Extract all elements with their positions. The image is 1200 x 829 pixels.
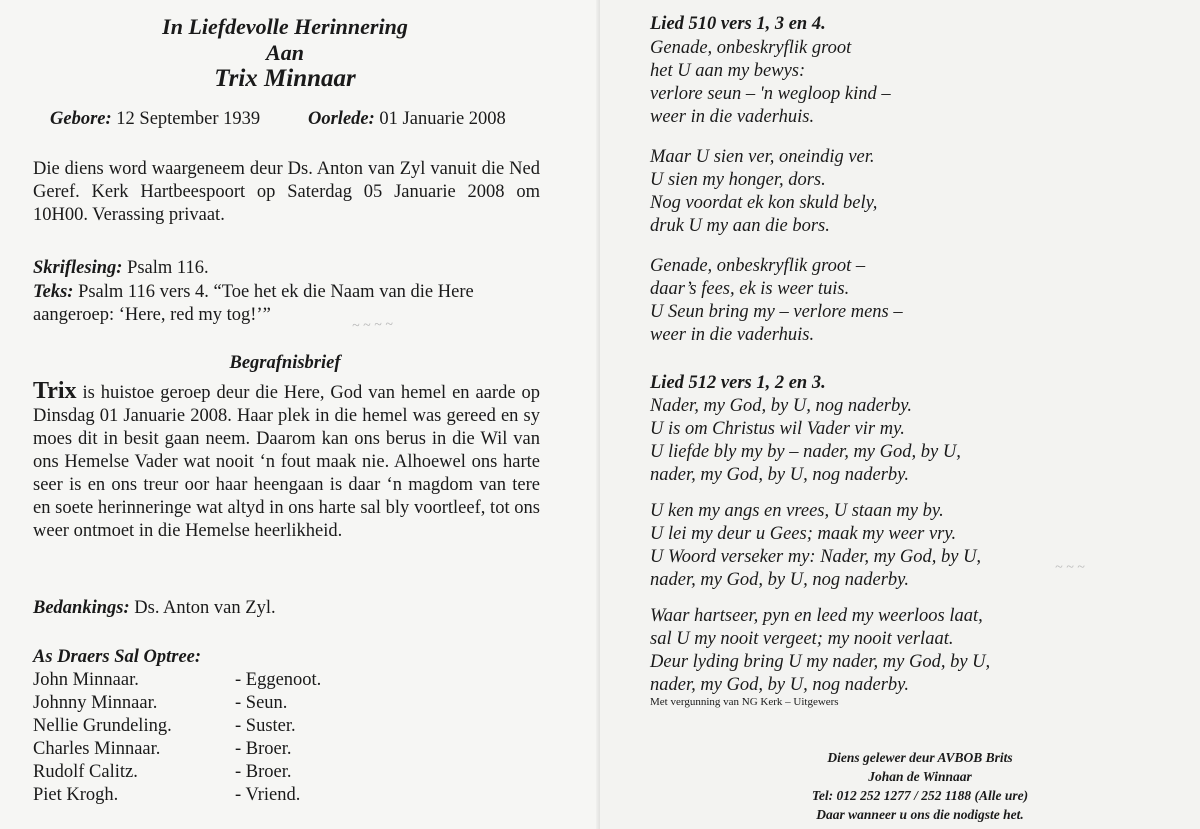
memorial-title-aan: Aan [266, 40, 304, 65]
memorial-title: In Liefdevolle Herinnering [162, 14, 408, 39]
hymn-510-title: Lied 510 vers 1, 3 en 4. [650, 14, 826, 34]
deceased-name: Trix Minnaar [214, 65, 356, 92]
lyric-line: Maar U sien ver, oneindig ver. [650, 147, 875, 167]
lyric-line: U sien my honger, dors. [650, 170, 826, 190]
bearers-heading: As Draers Sal Optree: [33, 647, 202, 667]
lyric-line: Nog voordat ek kon skuld bely, [650, 193, 878, 213]
footer-line: Diens gelewer deur AVBOB Brits [827, 750, 1013, 765]
lyric-line: nader, my God, by U, nog naderby. [650, 675, 909, 695]
bleed-through-marks: ~ ~ ~ ~ [351, 317, 394, 334]
lyric-line: daar’s fees, ek is weer tuis. [650, 279, 850, 299]
death-date: Oorlede: 01 Januarie 2008 [308, 109, 506, 129]
service-details: Die diens word waargeneem deur Ds. Anton van Zyl vanuit die Ned Geref. Kerk Hartbeespoort op Saterdag 05 Januarie 2008 om 10H00. Verassing privaat. [33, 159, 540, 225]
scripture-reading: Skriflesing: Psalm 116. [33, 258, 209, 278]
lyric-line: Waar hartseer, pyn en leed my weerloos laat, [650, 606, 983, 626]
lyric-line: druk U my aan die bors. [650, 216, 830, 236]
lyric-line: U is om Christus wil Vader vir my. [650, 419, 905, 439]
lyric-line: weer in die vaderhuis. [650, 325, 815, 345]
lyric-line: U liefde bly my by – nader, my God, by U, [650, 442, 961, 462]
sermon-text-cont: aangeroep: ‘Here, red my tog!’” [33, 305, 271, 325]
bearer-name: Charles Minnaar. [33, 739, 161, 759]
bleed-through-marks: ~ ~ ~ [1055, 560, 1085, 575]
bearer-relation: - Suster. [235, 716, 296, 736]
lyric-line: sal U my nooit vergeet; my nooit verlaat. [650, 629, 954, 649]
footer-line: Tel: 012 252 1277 / 252 1188 (Alle ure) [811, 788, 1029, 803]
bearer-relation: - Broer. [235, 739, 292, 759]
lyric-line: Deur lyding bring U my nader, my God, by U, [650, 652, 991, 672]
bearer-name: Johnny Minnaar. [33, 693, 158, 713]
bearer-relation: - Eggenoot. [235, 670, 322, 690]
footer-line: Daar wanneer u ons die nodigste het. [816, 807, 1024, 822]
acknowledgements: Bedankings: Ds. Anton van Zyl. [33, 598, 276, 618]
lyric-line: U Woord verseker my: Nader, my God, by U, [650, 547, 982, 567]
right-page [600, 0, 1200, 829]
lyric-line: weer in die vaderhuis. [650, 107, 815, 127]
hymn-512-title: Lied 512 vers 1, 2 en 3. [650, 373, 826, 393]
bearer-name: Nellie Grundeling. [33, 716, 172, 736]
lyric-line: nader, my God, by U, nog naderby. [650, 570, 909, 590]
lyric-line: nader, my God, by U, nog naderby. [650, 465, 909, 485]
bearer-name: Piet Krogh. [33, 785, 119, 805]
copyright-permission: Met vergunning van NG Kerk – Uitgewers [650, 696, 839, 708]
lyric-line: het U aan my bewys: [650, 61, 806, 81]
lyric-line: Genade, onbeskryflik groot – [650, 256, 866, 276]
bearer-relation: - Seun. [235, 693, 288, 713]
birth-date: Gebore: 12 September 1939 [50, 109, 261, 129]
bearer-name: John Minnaar. [33, 670, 139, 690]
funeral-letter: Trix is huistoe geroep deur die Here, God van hemel en aarde op Dinsdag 01 Januarie 2008. Haar plek in die hemel was gereed en sy moes dit in besit gaan neem. Daarom kan ons berus in die Wil van ons Hemelse Vader wat nooit ‘n fout maak nie. Alhoewel ons harte seer is en ons treur oor haar heengaan is daar ‘n magdom van tere en soete herinneringe wat altyd in ons harte sal bly voortleef, tot ons weer ontmoet in die Hemelse heerlikheid. [33, 378, 540, 541]
lyric-line: U ken my angs en vrees, U staan my by. [650, 501, 944, 521]
lyric-line: verlore seun – 'n wegloop kind – [650, 84, 891, 104]
bearer-relation: - Broer. [235, 762, 292, 782]
footer-line: Johan de Winnaar [868, 769, 972, 784]
sermon-text: Teks: Psalm 116 vers 4. “Toe het ek die Naam van die Here [33, 282, 474, 302]
lyric-line: U lei my deur u Gees; maak my weer vry. [650, 524, 957, 544]
bearer-name: Rudolf Calitz. [33, 762, 138, 782]
lyric-line: Nader, my God, by U, nog naderby. [650, 396, 913, 416]
bearer-relation: - Vriend. [235, 785, 301, 805]
lyric-line: U Seun bring my – verlore mens – [650, 302, 903, 322]
letter-heading: Begrafnisbrief [229, 353, 341, 373]
lyric-line: Genade, onbeskryflik groot [650, 38, 852, 58]
